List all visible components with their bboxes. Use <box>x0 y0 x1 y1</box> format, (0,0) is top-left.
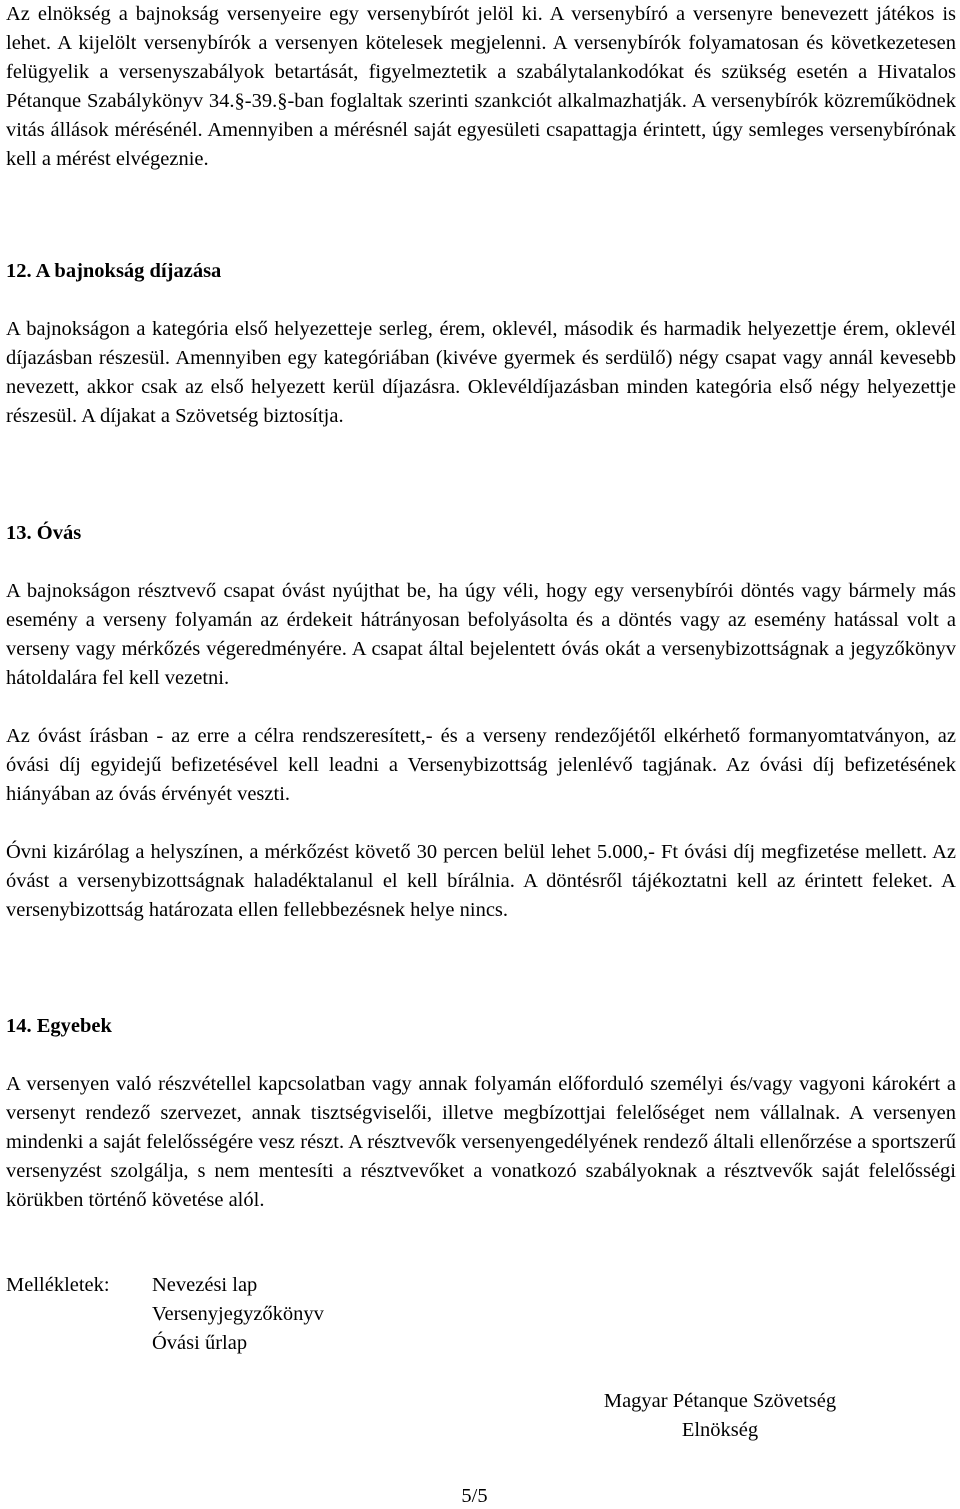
section-14-paragraph: A versenyen való részvétellel kapcsolatban vagy annak folyamán előforduló személyi és/vagy vagyoni károkért a versenyt rendező szervezet, annak tisztségviselői, illetve megbízottjai felelőséget nem vállalnak. A versenyen mindenki a saját felelősségére vesz részt. A résztvevők versenyengedélyének rendező általi ellenőrzése a sportszerű versenyzést szolgálja, s nem mentesíti a résztvevőket a vonatkozó szabályoknak a résztvevők saját felelősségi körükben történő követése alól. <box>6 1073 956 1211</box>
section-13-paragraph-2: Az óvást írásban - az erre a célra rendszeresített,- és a verseny rendezőjétől elkérhető formanyomtatványon, az óvási díj egyidejű befizetésével kell leadni a Versenybizottság jelenlévő tagjának. Az óvási díj befizetésének hiányában az óvás érvényét veszti. <box>6 725 956 805</box>
attachments-list <box>152 1271 324 1358</box>
signature-organization: Magyar Pétanque Szövetség <box>603 1390 837 1412</box>
section-13-paragraph-3: Óvni kizárólag a helyszínen, a mérkőzést követő 30 percen belül lehet 5.000,- Ft óvási díj megfizetése mellett. Az óvást a versenybizottságnak haladéktalanul el kell bírálnia. A döntésről tájékoztatni kell az érintett feleket. A versenybizottság határozata ellen fellebbezésnek helye nincs. <box>6 841 956 921</box>
signature-body: Elnökség <box>681 1419 759 1441</box>
section-14-heading: 14. Egyebek <box>6 1015 112 1037</box>
section-13-heading: 13. Óvás <box>6 522 82 544</box>
section-12-heading: 12. A bajnokság díjazása <box>6 260 222 282</box>
signature-block <box>575 1387 865 1445</box>
attachments-label: Mellékletek: <box>6 1274 110 1296</box>
section-13-paragraph-1: A bajnokságon résztvevő csapat óvást nyújthat be, ha úgy véli, hogy egy versenybírói döntés vagy bármely más esemény a verseny folyamán az érdekeit hátrányosan befolyásolta és a döntés vagy az esemény hatással volt a verseny vagy mérkőzés végeredményére. A csapat által bejelentett óvás okát a versenybizottságnak a jegyzőkönyv hátoldalára fel kell vezetni. <box>6 580 956 689</box>
section-12-paragraph: A bajnokságon a kategória első helyezetteje serleg, érem, oklevél, második és harmadik helyezettje érem, oklevél díjazásban részesül. Amennyiben egy kategóriában (kivéve gyermek és serdülő) négy csapat vagy annál kevesebb nevezett, akkor csak az első helyezett kerül díjazásra. Oklevéldíjazásban minden kategória első négy helyezettje részesül. A díjakat a Szövetség biztosítja. <box>6 318 956 427</box>
attachment-item: Óvási űrlap <box>152 1332 248 1354</box>
page-number: 5/5 <box>461 1485 488 1507</box>
attachment-item: Nevezési lap <box>152 1274 258 1296</box>
attachments-block <box>6 1271 324 1358</box>
intro-paragraph: Az elnökség a bajnokság versenyeire egy versenybírót jelöl ki. A versenybíró a versenyre benevezett játékos is lehet. A kijelölt versenybírók a versenyen kötelesek megjelenni. A versenybírók folyamatosan és következetesen felügyelik a versenyszabályok betartását, figyelmeztetik a szabálytalankodókat és szükség esetén a Hivatalos Pétanque Szabálykönyv 34.§-39.§-ban foglaltak szerinti szankciót alkalmazhatják. A versenybírók közreműködnek vitás állások mérésénél. Amennyiben a mérésnél saját egyesületi csapattagja érintett, úgy semleges versenybírónak kell a mérést elvégeznie. <box>6 3 956 170</box>
attachment-item: Versenyjegyzőkönyv <box>152 1303 324 1325</box>
